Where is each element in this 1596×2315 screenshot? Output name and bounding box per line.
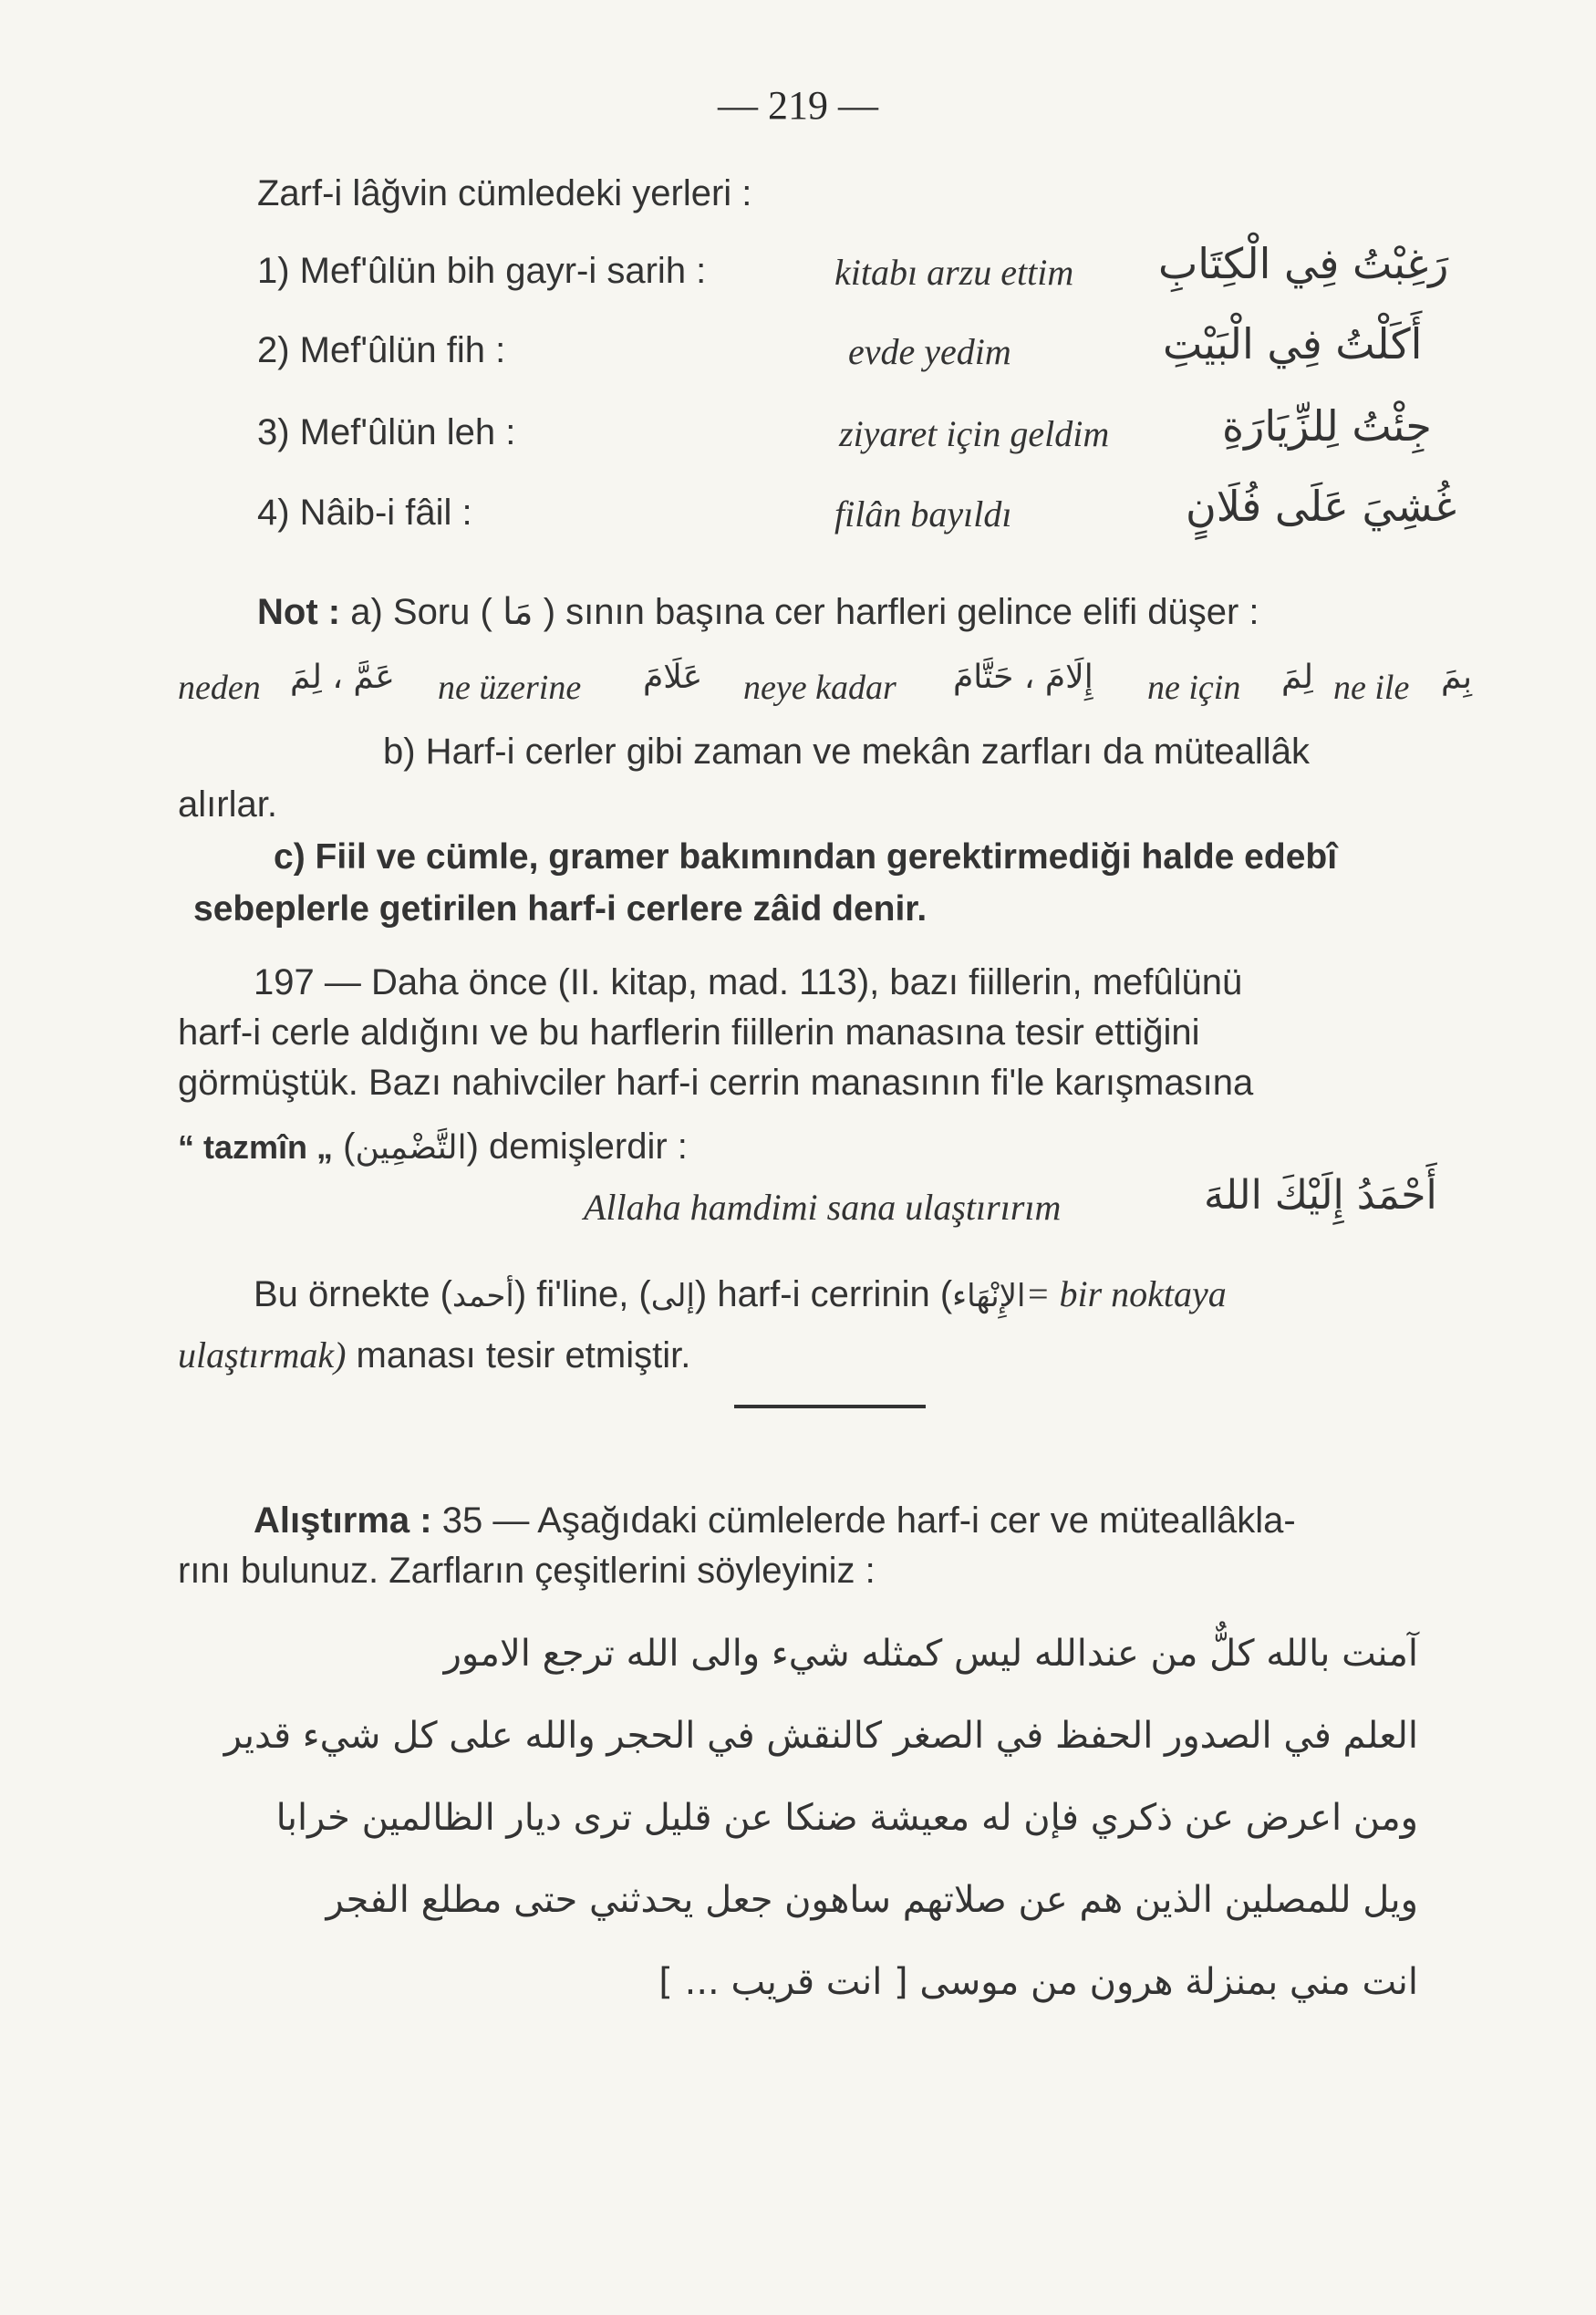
item-2-arabic: أَكَلْتُ فِي الْبَيْتِ bbox=[1163, 319, 1423, 369]
item-2-example: evde yedim bbox=[848, 331, 1011, 372]
exercise-text-1: 35 — Aşağıdaki cümlelerde harf-i cer ve müteallâkla- bbox=[431, 1500, 1296, 1541]
item-2-label: 2) Mef'ûlün fih : bbox=[257, 330, 506, 370]
exercise-line1 bbox=[254, 1500, 1296, 1542]
exercise-line2: rını bulunuz. Zarfların çeşitlerini söyleyiniz : bbox=[178, 1551, 876, 1591]
example-tr: Allaha hamdimi sana ulaştırırım bbox=[584, 1187, 1062, 1228]
item-3-label: 3) Mef'ûlün leh : bbox=[257, 412, 516, 452]
intro-text: Zarf-i lâğvin cümledeki yerleri : bbox=[257, 173, 752, 213]
pair-2-ar: عَلَامَ bbox=[643, 659, 703, 696]
note-c-line2 bbox=[193, 889, 927, 929]
note-c-line: c) Fiil ve cümle, gramer bakımından gerektirmediği halde edebî bbox=[274, 837, 1338, 877]
item-3-example: ziyaret için geldim bbox=[839, 413, 1110, 454]
note-a-arabic: مَا bbox=[502, 591, 534, 633]
note-a-start: a) Soru ( bbox=[350, 592, 492, 632]
pair-2-tr: ne üzerine bbox=[438, 669, 582, 707]
para197-line6 bbox=[178, 1334, 690, 1376]
line5-ar1: أحمد bbox=[451, 1278, 514, 1314]
para197-line3: görmüştük. Bazı nahivciler harf-i cerrin manasının fi'le karışmasına bbox=[178, 1063, 1254, 1103]
line5-mid: ) fi'line, ( bbox=[513, 1274, 651, 1314]
line5-mid2: ) harf-i cerrinin ( bbox=[694, 1274, 953, 1314]
para197-line4: “ tazmîn „ (التَّضْمِين) demişlerdir : bbox=[178, 1126, 688, 1167]
pair-1-tr: neden bbox=[178, 669, 261, 707]
note-b-end: alırlar. bbox=[178, 784, 277, 825]
line5-ar3: الإِنْهَاء bbox=[952, 1278, 1026, 1314]
exercise-arabic-5: انت مني بمنزلة هرون من موسى [ انت قريب ... ] bbox=[658, 1961, 1418, 2003]
para197-line1: 197 — Daha önce (II. kitap, mad. 113), bazı fiillerin, mefûlünü bbox=[254, 962, 1243, 1002]
item-3-arabic: جِئْتُ لِلزِّيَارَةِ bbox=[1222, 401, 1432, 451]
note-c-end: denir. bbox=[822, 889, 928, 929]
pair-4-ar: لِمَ bbox=[1281, 659, 1313, 696]
pair-4-tr: ne için bbox=[1147, 669, 1241, 707]
tazmin-arabic: التَّضْمِين bbox=[355, 1129, 467, 1167]
exercise-label: Alıştırma : bbox=[254, 1500, 432, 1541]
line6-end: manası tesir etmiştir. bbox=[346, 1335, 691, 1376]
note-b-line: b) Harf-i cerler gibi zaman ve mekân zarfları da müteallâk bbox=[383, 732, 1310, 772]
para197-line4-end: ) demişlerdir : bbox=[466, 1126, 688, 1167]
para197-line5 bbox=[254, 1272, 1227, 1315]
note-label: Not : bbox=[257, 592, 341, 632]
page-number: — 219 — bbox=[718, 83, 878, 128]
note-a-line bbox=[257, 591, 1259, 633]
item-4-label: 4) Nâib-i fâil : bbox=[257, 493, 472, 533]
note-c-line2-start: sebeplerle getirilen harf-i cerlere bbox=[193, 889, 753, 929]
item-1-label: 1) Mef'ûlün bih gayr-i sarih : bbox=[257, 251, 707, 291]
tazmin-term: “ tazmîn „ bbox=[178, 1128, 334, 1166]
section-divider bbox=[734, 1405, 926, 1408]
pair-3-ar: إِلَامَ ، حَتَّامَ bbox=[953, 659, 1093, 696]
exercise-arabic-2: العلم في الصدور الحفظ في الصغر كالنقش في الحجر والله على كل شيء قدير bbox=[223, 1715, 1418, 1757]
item-4-arabic: غُشِيَ عَلَى فُلَانٍ bbox=[1186, 482, 1456, 531]
line5-ar2: إلى bbox=[650, 1278, 695, 1314]
note-c-zaid: zâid bbox=[752, 889, 823, 929]
line5-end: = bir noktaya bbox=[1025, 1273, 1227, 1314]
line6-italic: ulaştırmak) bbox=[178, 1334, 347, 1376]
pair-1-ar: عَمَّ ، لِمَ bbox=[290, 659, 395, 696]
pair-5-ar: بِمَ bbox=[1441, 659, 1472, 696]
exercise-arabic-4: ويل للمصلين الذين هم عن صلاتهم ساهون جعل يحدثني حتى مطلع الفجر bbox=[326, 1879, 1418, 1921]
pair-3-tr: neye kadar bbox=[743, 669, 896, 707]
line5-start: Bu örnekte ( bbox=[254, 1274, 452, 1314]
note-a-end: ) sının başına cer harfleri gelince elifi düşer : bbox=[543, 592, 1259, 632]
example-ar: أَحْمَدُ إِلَيْكَ اللهَ bbox=[1204, 1172, 1437, 1219]
para197-line2: harf-i cerle aldığını ve bu harflerin fiillerin manasına tesir ettiğini bbox=[178, 1012, 1200, 1053]
item-1-arabic: رَغِبْتُ فِي الْكِتَابِ bbox=[1158, 239, 1449, 288]
item-1-example: kitabı arzu ettim bbox=[834, 252, 1074, 293]
item-4-example: filân bayıldı bbox=[834, 493, 1012, 535]
exercise-arabic-3: ومن اعرض عن ذكري فإن له معيشة ضنكا عن قليل ترى ديار الظالمين خرابا bbox=[275, 1797, 1418, 1839]
exercise-arabic-1: آمنت بالله كلٌّ من عندالله ليس كمثله شيء والى الله ترجع الامور bbox=[443, 1633, 1418, 1675]
pair-5-tr: ne ile bbox=[1333, 669, 1410, 707]
